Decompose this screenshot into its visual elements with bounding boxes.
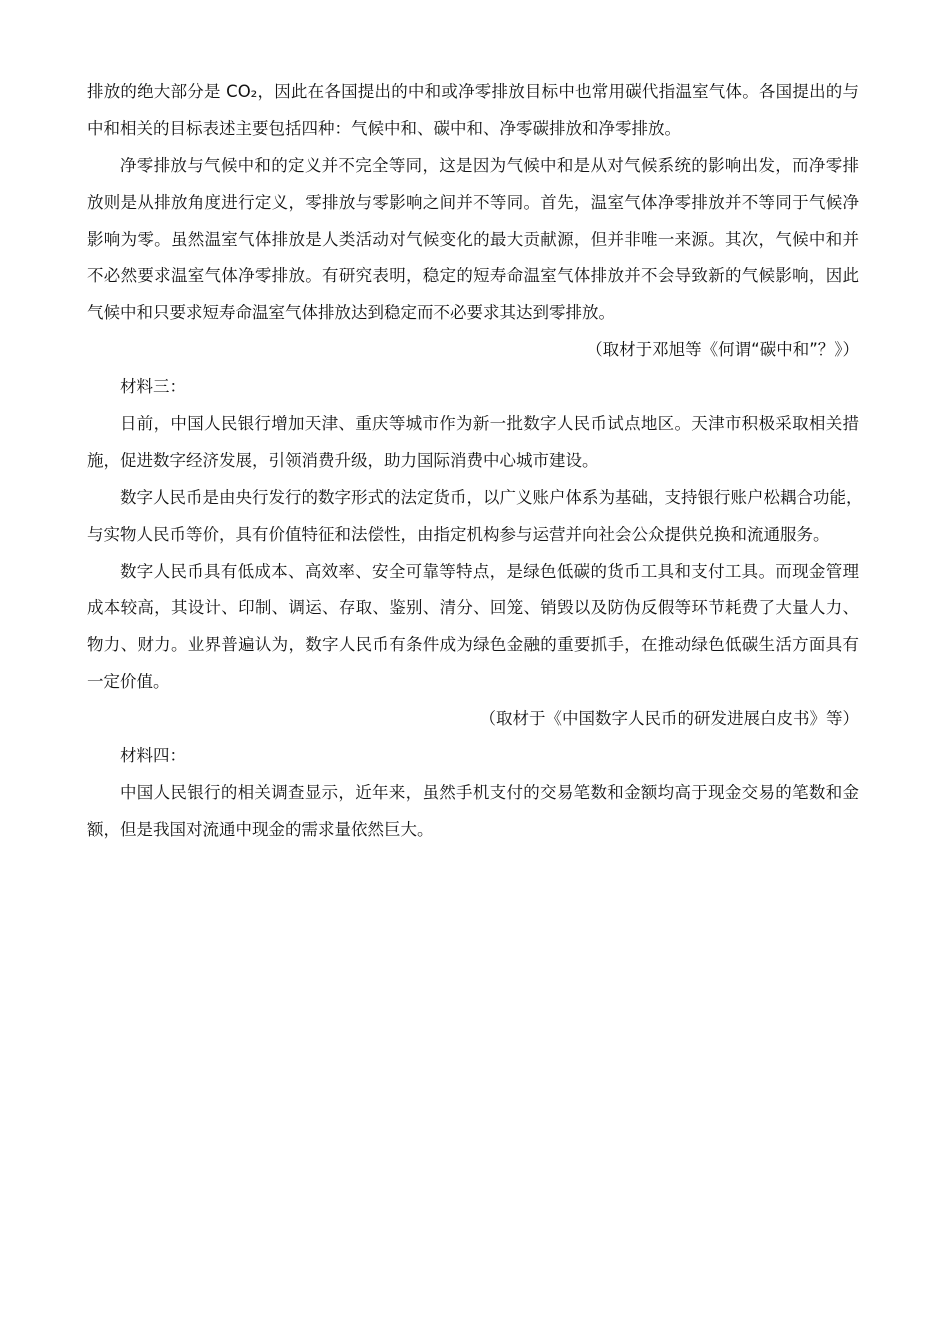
source-citation <box>87 332 859 369</box>
text-line: 施，促进数字经济发展，引领消费升级，助力国际消费中心城市建设。 <box>87 450 599 470</box>
text-line: 影响为零。虽然温室气体排放是人类活动对气候变化的最大贡献源，但并非唯一来源。其次，气候中和并 <box>87 229 859 249</box>
text-line: 数字人民币是由央行发行的数字形式的法定货币，以广义账户体系为基础，支持银行账户松耦合功能， <box>120 487 863 507</box>
source-citation <box>87 701 859 738</box>
text-line: 不必然要求温室气体净零排放。有研究表明，稳定的短寿命温室气体排放并不会导致新的气候影响，因此 <box>87 266 859 286</box>
paragraph <box>87 74 859 148</box>
paragraph <box>87 406 859 480</box>
text-line: 净零排放与气候中和的定义并不完全等同，这是因为气候中和是从对气候系统的影响出发，而净零排 <box>120 155 859 175</box>
document-body <box>87 74 863 849</box>
text-line: 一定价值。 <box>87 672 170 692</box>
text-line: （取材于邓旭等《何谓“碳中和”？》） <box>586 340 859 360</box>
text-line: 排放的绝大部分是 CO₂，因此在各国提出的中和或净零排放目标中也常用碳代指温室气体。各国提出的与 <box>87 82 859 101</box>
paragraph <box>87 554 859 702</box>
text-line: 中和相关的目标表述主要包括四种：气候中和、碳中和、净零碳排放和净零排放。 <box>87 118 681 138</box>
paragraph <box>87 775 859 849</box>
section-heading <box>87 738 859 775</box>
section-heading <box>87 369 859 406</box>
text-line: 中国人民银行的相关调查显示，近年来，虽然手机支付的交易笔数和金额均高于现金交易的笔数和金 <box>120 782 859 802</box>
paragraph <box>87 148 859 332</box>
text-line: （取材于《中国数字人民币的研发进展白皮书》等） <box>479 709 859 729</box>
text-line: 额，但是我国对流通中现金的需求量依然巨大。 <box>87 819 434 839</box>
text-line: 日前，中国人民银行增加天津、重庆等城市作为新一批数字人民币试点地区。天津市积极采取相关措 <box>120 414 859 434</box>
text-line: 数字人民币具有低成本、高效率、安全可靠等特点，是绿色低碳的货币工具和支付工具。而现金管理 <box>120 561 859 581</box>
text-line: 放则是从排放角度进行定义，零排放与零影响之间并不等同。首先，温室气体净零排放并不等同于气候净 <box>87 192 859 212</box>
paragraph <box>87 480 863 554</box>
text-line: 与实物人民币等价，具有价值特征和法偿性，由指定机构参与运营并向社会公众提供兑换和流通服务。 <box>87 524 830 544</box>
text-line: 物力、财力。业界普遍认为，数字人民币有条件成为绿色金融的重要抓手，在推动绿色低碳生活方面具有 <box>87 635 859 655</box>
text-line: 材料三： <box>120 377 186 397</box>
text-line: 成本较高，其设计、印制、调运、存取、鉴别、清分、回笼、销毁以及防伪反假等环节耗费了大量人力、 <box>87 598 859 618</box>
text-line: 材料四： <box>120 746 186 766</box>
text-line: 气候中和只要求短寿命温室气体排放达到稳定而不必要求其达到零排放。 <box>87 303 615 323</box>
